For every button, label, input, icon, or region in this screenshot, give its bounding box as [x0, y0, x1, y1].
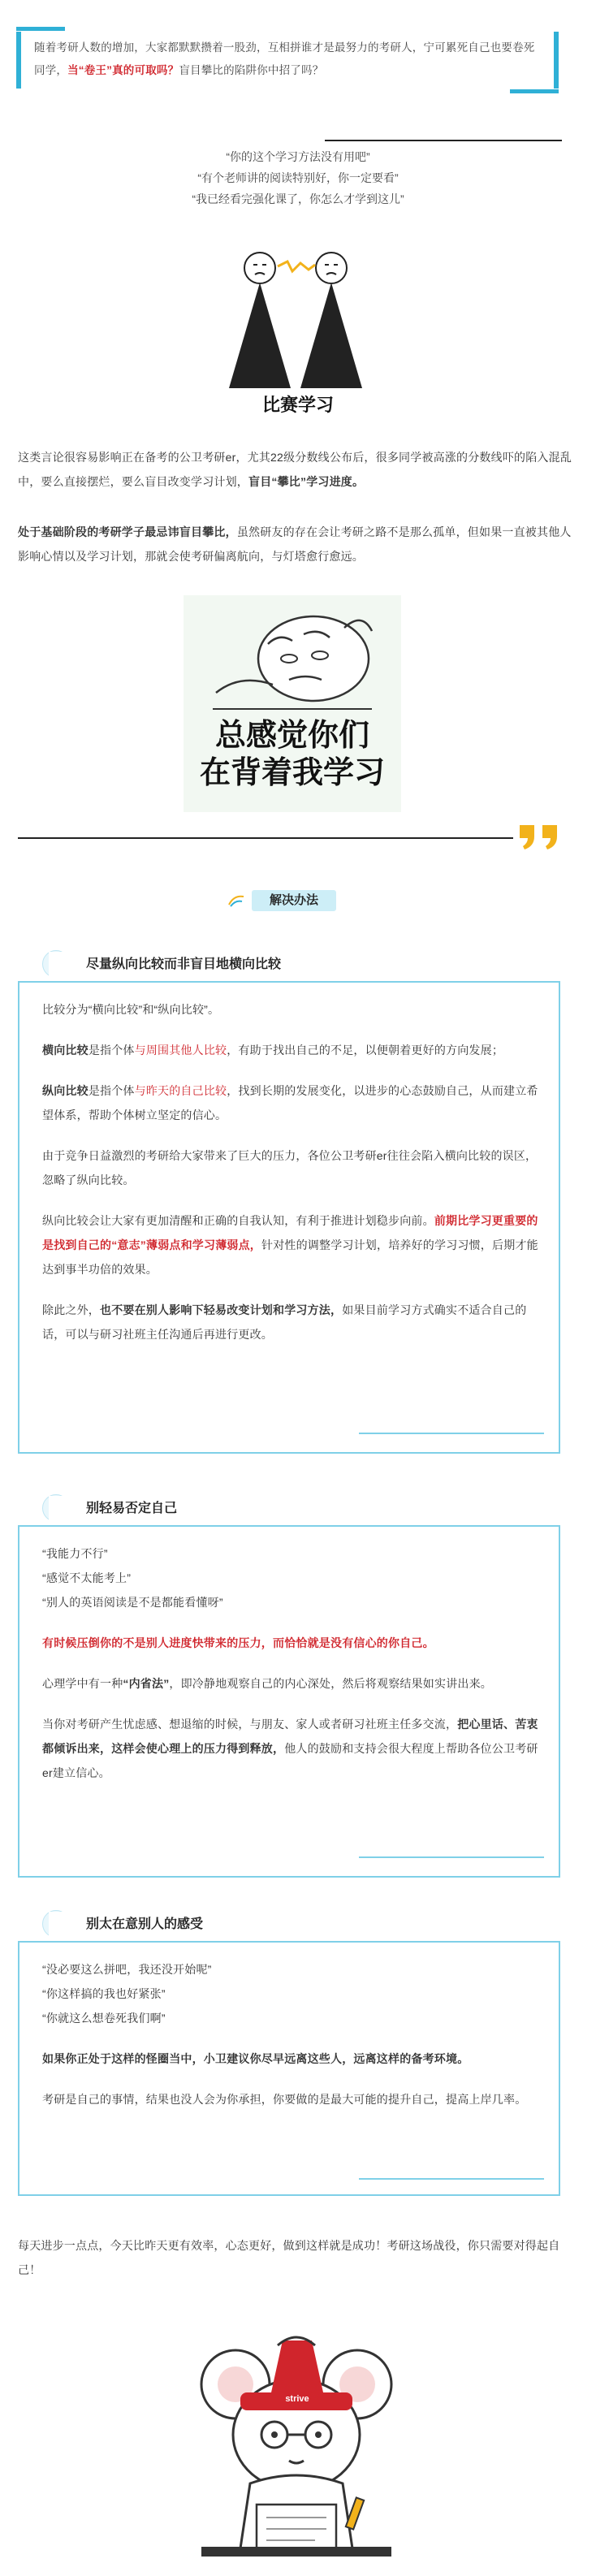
intro-box	[16, 32, 559, 89]
solution-header	[227, 890, 349, 911]
section3-title: 别太在意别人的感受	[49, 1912, 390, 1938]
section1-p3	[42, 1078, 539, 1127]
section2-quote: “我能力不行”	[42, 1547, 108, 1560]
paragraph-2	[18, 520, 578, 568]
section2-title: 别轻易否定自己	[49, 1496, 390, 1522]
mascot-headband-text: strive	[285, 2394, 309, 2404]
section1-p4: 由于竞争日益激烈的考研给大家带来了巨大的压力，各位公卫考研er往往会陷入横向比较的误区，忽略了纵向比较。	[42, 1149, 538, 1186]
competition-drawing	[213, 242, 383, 417]
section3-quote: “你这样搞的我也好紧张”	[42, 1987, 166, 2000]
section2-content	[42, 1541, 539, 1785]
quote-line: “你的这个学习方法没有用吧”	[226, 150, 370, 163]
solution-label: 解决办法	[252, 890, 336, 911]
section1-p2-a: 是指个体	[88, 1044, 135, 1057]
section1-content	[42, 997, 539, 1346]
section2-p2-b: 他人的鼓励和支持会很大程度上帮助各位公卫考研er建立信心。	[42, 1742, 538, 1779]
section1-p5-red: 前期比学习更重要的是找到自己的“意志”薄弱点和学习薄弱点，	[42, 1214, 538, 1251]
section3-quote: “你就这么想卷死我们啊”	[42, 2012, 166, 2025]
closing-text: 每天进步一点点，今天比昨天更有效率，心态更好，做到这样就是成功！考研这场战役，你只需要对得起自己！	[18, 2239, 560, 2276]
competition-illustration	[213, 242, 383, 417]
mascot-illustration	[193, 2313, 399, 2565]
section2-card	[18, 1525, 560, 1878]
section1-p2-b: ，有助于找出自己的不足，以便朝着更好的方向发展；	[227, 1044, 504, 1057]
section2-p1	[42, 1671, 539, 1696]
section2-p2	[42, 1712, 539, 1785]
quote-line: “有个老师讲的阅读特别好，你一定要看”	[197, 171, 399, 184]
section3-content	[42, 1957, 539, 2111]
section2-red: 有时候压倒你的不是别人进度快带来的压力，而恰恰就是没有信心的你自己。	[42, 1636, 434, 1649]
section2-p2-bold: 把心里话、苦衷都倾诉出来，这样会使心理上的压力得到释放，	[42, 1718, 538, 1755]
section1-p3-b: ，找到长期的发展变化，以进步的心态鼓励自己，从而建立希望体系，帮助个体树立坚定的信心。	[42, 1084, 538, 1122]
para1-text: 这类言论很容易影响正在备考的公卫考研er，尤其22级分数线公布后，很多同学被高涨的分数线吓的陷入混乱中，要么直接摆烂，要么盲目改变学习计划，	[18, 451, 572, 488]
section1-p5-a: 纵向比较会让大家有更加清醒和正确的自我认知，有利于推进计划稳步向前。	[42, 1214, 434, 1227]
section2-p1-b: ，即冷静地观察自己的内心深处，然后将观察结果如实讲出来。	[169, 1677, 493, 1690]
section3-quote: “没必要这么拼吧，我还没开始呢”	[42, 1963, 212, 1976]
para1-bold: 盲目“攀比”学习进度。	[248, 475, 365, 488]
intro-text-a: 随着考研人数的增加，大家都默默攒着一股劲，互相拼谁才是最努力的考研人，宁可累死自己也要卷死同学，	[34, 41, 535, 76]
section2-p1-a: 心理学中有一种	[42, 1677, 123, 1690]
horizontal-label: 横向比较	[42, 1044, 89, 1057]
section2-underline	[359, 1856, 544, 1858]
section1-p2-red: 与周围其他人比较	[134, 1044, 227, 1057]
section3-underline	[359, 2178, 544, 2180]
section1-p3-a: 是指个体	[88, 1084, 135, 1097]
section2-p1-bold: “内省法”	[123, 1677, 170, 1690]
quotes-block	[0, 146, 596, 210]
pencil-icon	[344, 2496, 369, 2539]
intro-text-b: 盲目攀比的陷阱你中招了吗？	[179, 64, 324, 76]
section1-p5	[42, 1208, 539, 1282]
section3-card	[18, 1941, 560, 2196]
meme-line-1: 总感觉你们	[214, 719, 369, 753]
divider-top	[325, 140, 562, 141]
sparkle-icon	[227, 893, 245, 908]
divider-mid	[18, 837, 513, 839]
section1-title: 尽量纵向比较而非盲目地横向比较	[49, 952, 390, 978]
section2-quote: “别人的英语阅读是不是都能看懂呀”	[42, 1596, 223, 1609]
vertical-label: 纵向比较	[42, 1084, 89, 1097]
section1-p6-a: 除此之外，	[42, 1303, 100, 1316]
para2-bold: 处于基础阶段的考研学子最忌讳盲目攀比，	[18, 525, 237, 538]
meme-caption	[184, 717, 401, 792]
section1-p6-b: 如果目前学习方式确实不适合自己的话，可以与研习社班主任沟通后再进行更改。	[42, 1303, 527, 1341]
closing-paragraph	[18, 2233, 578, 2282]
section1-card	[18, 981, 560, 1454]
section1-p3-red: 与昨天的自己比较	[134, 1084, 227, 1097]
section1-p6	[42, 1298, 539, 1346]
meme-image	[184, 595, 401, 812]
section1-underline	[359, 1433, 544, 1434]
section3-bold: 如果你正处于这样的怪圈当中，小卫建议你尽早远离这些人，远离这样的备考环境。	[42, 2052, 469, 2065]
illustration-caption: 比赛学习	[261, 395, 334, 415]
quote-line: “我已经看完强化课了，你怎么才学到这儿”	[192, 192, 404, 205]
section1-p5-b: 针对性的调整学习计划，培养好的学习习惯，后期才能达到事半功倍的效果。	[42, 1238, 538, 1276]
section2-quote: “感觉不太能考上”	[42, 1571, 132, 1584]
meme-line-2: 在背着我学习	[199, 756, 385, 790]
section1-p6-bold: 也不要在别人影响下轻易改变计划和学习方法，	[100, 1303, 343, 1316]
quote-mark-icon	[516, 820, 565, 853]
section2-p2-a: 当你对考研产生忧虑感、想退缩的时候，与朋友、家人或者研习社班主任多交流，	[42, 1718, 458, 1731]
intro-text	[34, 37, 541, 82]
para2-text: 虽然研友的存在会让考研之路不是那么孤单，但如果一直被其他人影响心情以及学习计划，那就会使考研偏离航向，与灯塔愈行愈远。	[18, 525, 572, 563]
section1-p2	[42, 1038, 539, 1062]
section1-p1: 比较分为“横向比较”和“纵向比较”。	[42, 1003, 220, 1016]
paragraph-1	[18, 445, 578, 494]
meme-character	[184, 595, 401, 717]
intro-highlight: 当“卷王”真的可取吗？	[67, 64, 179, 76]
section3-p1: 考研是自己的事情，结果也没人会为你承担，你要做的是最大可能的提升自己，提高上岸几率。	[42, 2093, 527, 2106]
